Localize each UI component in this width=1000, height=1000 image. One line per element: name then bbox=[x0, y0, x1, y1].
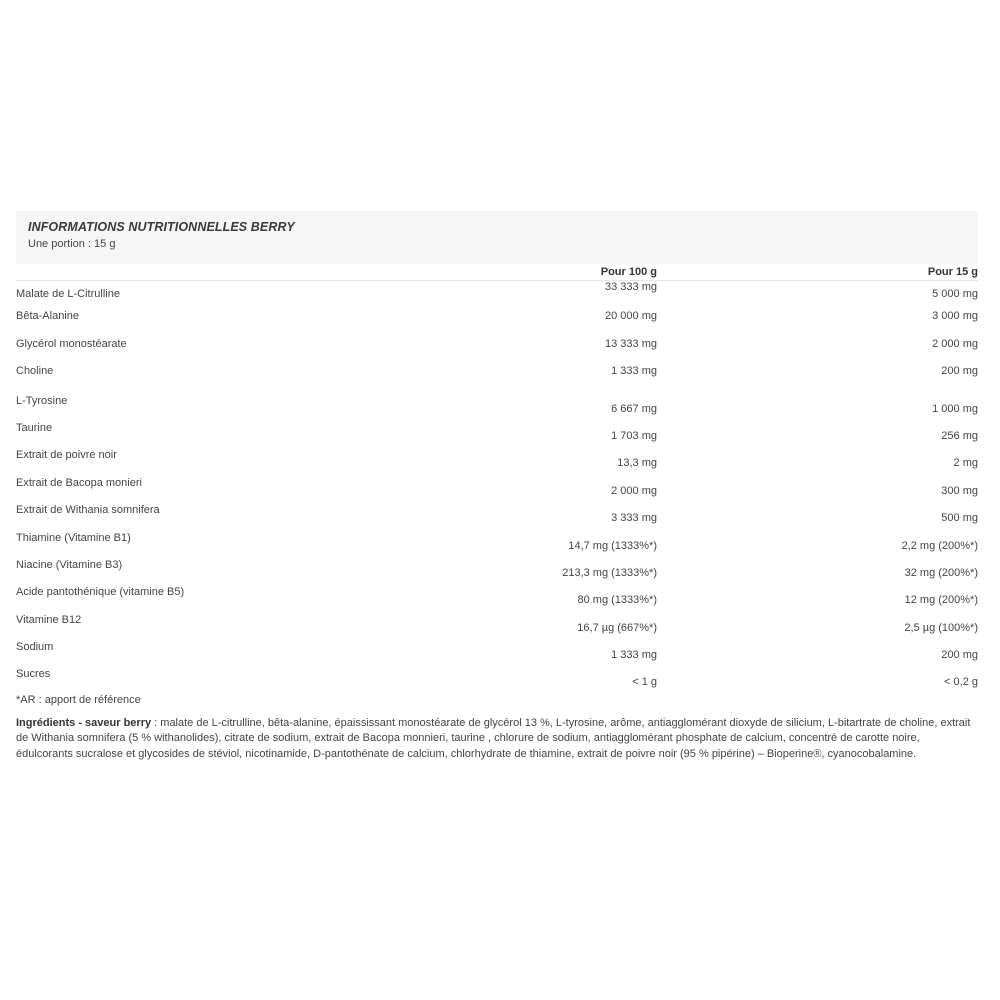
value-per-100g: 6 667 mg bbox=[611, 402, 657, 415]
row-label: Bêta-Alanine bbox=[16, 310, 79, 323]
value-per-100g: 13 333 mg bbox=[605, 337, 657, 350]
value-per-100g: 2 000 mg bbox=[611, 484, 657, 497]
table-row bbox=[16, 664, 978, 691]
reference-footnote: *AR : apport de référence bbox=[16, 693, 141, 706]
column-header-per-100g: Pour 100 g bbox=[600, 266, 657, 278]
row-label: Extrait de Bacopa monieri bbox=[16, 476, 142, 489]
table-header bbox=[16, 264, 978, 281]
table-row bbox=[16, 418, 978, 445]
table-row bbox=[16, 391, 978, 418]
value-per-15g: 2,2 mg (200%*) bbox=[901, 539, 978, 552]
row-label: Choline bbox=[16, 365, 54, 378]
value-per-100g: 3 333 mg bbox=[611, 512, 657, 525]
value-per-100g: 1 703 mg bbox=[611, 429, 657, 442]
row-label: Malate de L-Citrulline bbox=[16, 288, 120, 300]
row-label: Glycérol monostéarate bbox=[16, 337, 127, 350]
ingredients-text: : malate de L-citrulline, bêta-alanine, épaississant monostéarate de glycérol 13 %, L-tyrosine, arôme, antiagglomérant dioxyde de silicium, L-bitartrate de choline, extrait de Withania somnifera (5 % withanolides), citrate de sodium, extrait de Bacopa monnieri, taurine , chlorure de sodium, antiagglomérant phosphate de calcium, concentré de carotte noire, édulcorants sucralose et glycosides de stéviol, nicotinamide, D-pantothénate de calcium, chlorhydrate de thiamine, extrait de poivre noir (95 % pipérine) – Bioperine®, cyanocobalamine. bbox=[16, 716, 971, 760]
page-title: INFORMATIONS NUTRITIONNELLES BERRY bbox=[28, 220, 295, 234]
row-label: Sucres bbox=[16, 668, 51, 681]
value-per-15g: 3 000 mg bbox=[932, 310, 978, 323]
nutrition-table bbox=[16, 281, 978, 692]
value-per-15g: 200 mg bbox=[941, 649, 978, 662]
value-per-100g: 80 mg (1333%*) bbox=[577, 594, 657, 607]
row-label: Sodium bbox=[16, 641, 54, 654]
nutrition-panel bbox=[16, 211, 978, 762]
table-row bbox=[16, 363, 978, 390]
value-per-15g: 256 mg bbox=[941, 429, 978, 442]
table-row bbox=[16, 610, 978, 637]
value-per-15g: 2,5 µg (100%*) bbox=[904, 621, 978, 634]
table-row bbox=[16, 281, 978, 308]
value-per-15g: 300 mg bbox=[941, 484, 978, 497]
nutrition-header bbox=[16, 211, 978, 264]
row-label: L-Tyrosine bbox=[16, 394, 68, 407]
table-row bbox=[16, 445, 978, 472]
value-per-15g: 500 mg bbox=[941, 512, 978, 525]
value-per-100g: 13,3 mg bbox=[617, 457, 657, 470]
table-row bbox=[16, 473, 978, 500]
table-row bbox=[16, 555, 978, 582]
table-row bbox=[16, 528, 978, 555]
table-row bbox=[16, 308, 978, 335]
value-per-100g: 20 000 mg bbox=[605, 310, 657, 323]
table-row bbox=[16, 336, 978, 363]
row-label: Taurine bbox=[16, 421, 53, 434]
row-label: Acide pantothénique (vitamine B5) bbox=[16, 586, 185, 599]
value-per-100g: 1 333 mg bbox=[611, 365, 657, 378]
table-row bbox=[16, 637, 978, 664]
ingredients-label: Ingrédients - saveur berry bbox=[16, 716, 152, 729]
value-per-15g: < 0,2 g bbox=[944, 676, 978, 689]
value-per-100g: < 1 g bbox=[632, 676, 657, 689]
value-per-15g: 32 mg (200%*) bbox=[904, 566, 978, 579]
row-label: Extrait de poivre noir bbox=[16, 449, 117, 462]
value-per-15g: 5 000 mg bbox=[932, 288, 978, 300]
value-per-15g: 2 000 mg bbox=[932, 337, 978, 350]
value-per-15g: 12 mg (200%*) bbox=[904, 594, 978, 607]
value-per-15g: 2 mg bbox=[953, 457, 978, 470]
value-per-100g: 213,3 mg (1333%*) bbox=[562, 566, 657, 579]
value-per-15g: 1 000 mg bbox=[932, 402, 978, 415]
serving-size: Une portion : 15 g bbox=[28, 238, 116, 250]
row-label: Thiamine (Vitamine B1) bbox=[16, 531, 131, 544]
table-row bbox=[16, 582, 978, 609]
column-header-per-15g: Pour 15 g bbox=[927, 266, 978, 278]
row-label: Vitamine B12 bbox=[16, 613, 82, 626]
value-per-100g: 14,7 mg (1333%*) bbox=[568, 539, 657, 552]
row-label: Extrait de Withania somnifera bbox=[16, 504, 160, 517]
value-per-100g: 33 333 mg bbox=[605, 281, 657, 293]
table-row bbox=[16, 500, 978, 527]
value-per-100g: 1 333 mg bbox=[611, 649, 657, 662]
value-per-15g: 200 mg bbox=[941, 365, 978, 378]
value-per-100g: 16,7 µg (667%*) bbox=[577, 621, 657, 634]
row-label: Niacine (Vitamine B3) bbox=[16, 558, 123, 571]
ingredients-paragraph bbox=[16, 716, 974, 763]
